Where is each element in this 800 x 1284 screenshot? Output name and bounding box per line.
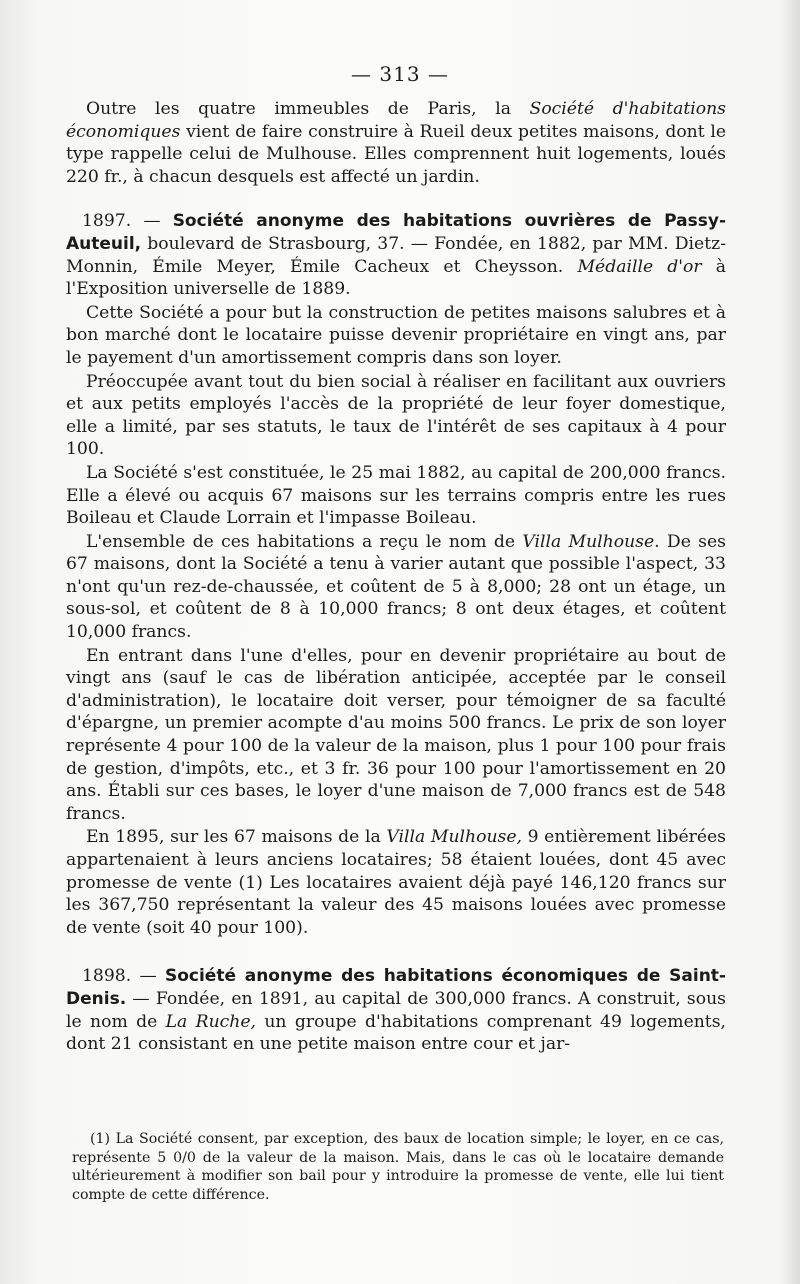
text-run: 9 entièrement libérées appartenaient à leurs anciens locataires; 58 étaient louées, dont 45 avec promesse de vente (1) Les locataires avaient déjà payé 146,120 francs sur les 367,750 représentant la valeur des 45 maisons louées avec promesse de vente (soit 40 pour 100).: [66, 827, 726, 938]
page-number: — 313 —: [351, 62, 449, 86]
footnote: [72, 1130, 724, 1204]
text-run: Outre les quatre immeubles de Paris, la: [86, 99, 530, 119]
villa-name-italic: Villa Mulhouse: [522, 531, 655, 552]
paragraph-rent-terms: En entrant dans l'une d'elles, pour en devenir propriétaire au bout de vingt ans (sauf le cas de libération anticipée, acceptée par le conseil d'administration), le locataire doit verser, pour témoigner de sa faculté d'épargne, un premier acompte d'au moins 500 francs. Le prix de son loyer représente 4 pour 100 de la valeur de la maison, plus 1 pour 100 pour frais de gestion, d'impôts, etc., et 3 fr. 36 pour 100 pour l'amortissement en 20 ans. Établi sur ces bases, le loyer d'une maison de 7,000 francs est de 548 francs.: [66, 645, 726, 824]
society-name-italic: Société d'habitations économiques: [66, 99, 726, 142]
entry-number: 1898. —: [82, 966, 165, 987]
entry-number: 1897. —: [82, 211, 173, 232]
paragraph-purpose: Cette Société a pour but la construction de petites maisons salubres et à bon marché dont le locataire puisse devenir propriétaire en vingt ans, par le payement d'un amortissement compris dans son loyer.: [66, 302, 726, 368]
entry-1898: [66, 965, 726, 1055]
entry-1897: [66, 210, 726, 300]
project-name-italic: La Ruche,: [165, 1011, 256, 1032]
footnote-text: (1) La Société consent, par exception, des baux de location simple; le loyer, en ce cas, représente 5 0/0 de la valeur de la maison. Mais, dans le cas où le locataire demande ultérieurement à modifier son bail pour y introduire la promesse de vente, elle lui tient compte de cette différence.: [72, 1131, 724, 1203]
award-italic: Médaille d'or: [577, 256, 702, 277]
paragraph-capital: La Société s'est constituée, le 25 mai 1882, au capital de 200,000 francs. Elle a élevé ou acquis 67 maisons sur les terrains compris entre les rues Boileau et Claude Lorrain et l'impasse Boileau.: [66, 462, 726, 529]
text-run: un groupe d'habitations comprenant 49 logements, dont 21 consistant en une petite maison entre cour et jar-: [66, 1011, 727, 1055]
text-run: — Fondée, en 1891, au capital de 300,000 francs. A construit, sous le nom de: [66, 988, 726, 1032]
main-text: [66, 98, 726, 1057]
text-run: à l'Exposition universelle de 1889.: [66, 256, 726, 300]
paragraph-1895-status: [66, 826, 726, 939]
paragraph-social-good: Préoccupée avant tout du bien social à réaliser en facilitant aux ouvriers et aux petits employés l'accès de la propriété de leur foyer domestique, elle a limité, par ses statuts, le taux de l'intérêt de ses capitaux à 4 pour 100.: [66, 371, 726, 460]
entry-title: Société anonyme des habitations ouvrières de Passy-Auteuil,: [66, 211, 726, 254]
text-run: . De ses 67 maisons, dont la Société a tenu à varier autant que possible l'aspect, 33 n'ont qu'un rez-de-chaussée, et coûtent de 5 à 8,000; 28 ont un étage, un sous-sol, et coûtent de 8 à 10,000 francs; 8 ont deux étages, et coûtent 10,000 francs.: [66, 531, 726, 643]
villa-name-italic: Villa Mulhouse,: [386, 827, 522, 848]
paragraph-villa-mulhouse: [66, 531, 726, 644]
text-run: L'ensemble de ces habitations a reçu le nom de: [86, 531, 523, 552]
entry-title: Société anonyme des habitations économiques de Saint-Denis.: [66, 966, 726, 1009]
paragraph-villa-rueil: [66, 98, 726, 188]
text-run: vient de faire construire à Rueil deux petites maisons, dont le type rappelle celui de Mulhouse. Elles comprennent huit logements, loués 220 fr., à chacun desquels est affecté un jardin.: [66, 121, 726, 187]
text-run: En 1895, sur les 67 maisons de la: [86, 827, 387, 848]
text-run: boulevard de Strasbourg, 37. — Fondée, en 1882, par MM. Dietz-Monnin, Émile Meyer, Émile Cacheux et Cheysson.: [66, 233, 726, 277]
